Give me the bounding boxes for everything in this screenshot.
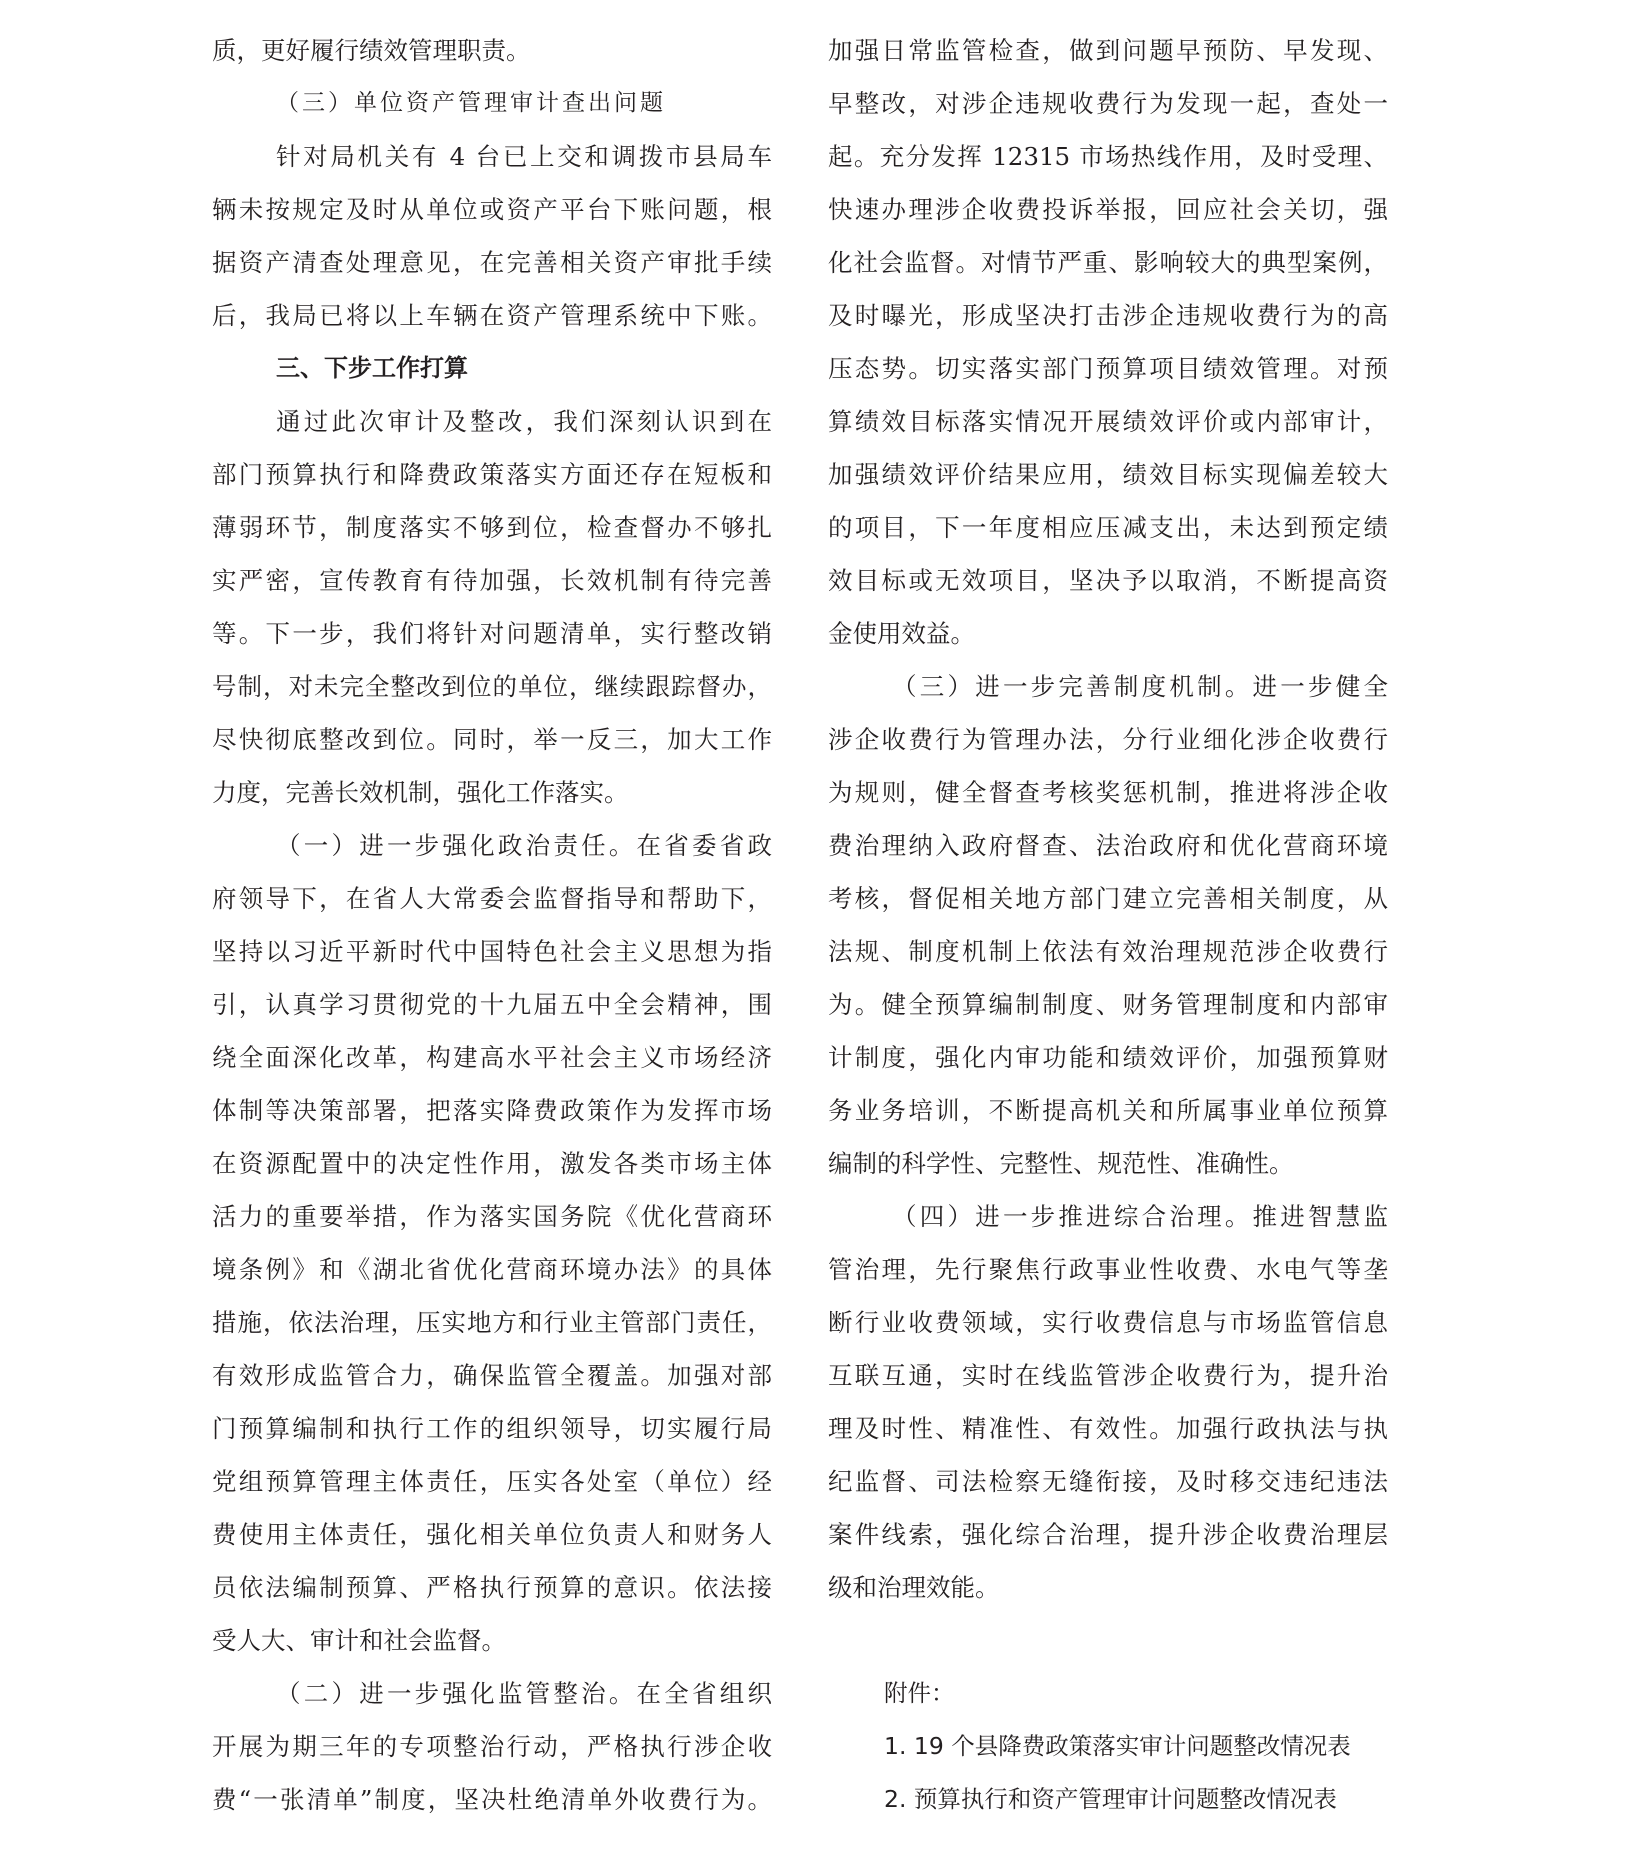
text-line: 在资源配置中的决定性作用，激发各类市场主体 [212, 1149, 772, 1178]
text-line: 互联互通，实时在线监管涉企收费行为，提升治 [828, 1361, 1388, 1390]
paragraph [828, 24, 1388, 660]
text-line: 断行业收费领域，实行收费信息与市场监管信息 [828, 1308, 1388, 1337]
text-line: 绕全面深化改革，构建高水平社会主义市场经济 [212, 1043, 772, 1072]
text-line: 有效形成监管合力，确保监管全覆盖。加强对部 [212, 1361, 772, 1390]
paragraph [212, 395, 772, 819]
text-line: 为规则，健全督查考核奖惩机制，推进将涉企收 [828, 778, 1388, 807]
text-line: 体制等决策部署，把落实降费政策作为发挥市场 [212, 1096, 772, 1125]
attachment-item: 1. 19 个县降费政策落实审计问题整改情况表 [884, 1732, 1351, 1760]
text-line: 后，我局已将以上车辆在资产管理系统中下账。 [212, 301, 772, 330]
text-line: 管治理，先行聚焦行政事业性收费、水电气等垄 [828, 1255, 1388, 1284]
text-line: 费“一张清单”制度，坚决杜绝清单外收费行为。 [212, 1785, 772, 1814]
text-line: 加强日常监管检查，做到问题早预防、早发现、 [828, 36, 1388, 65]
paragraph [212, 24, 772, 77]
text-line: 算绩效目标落实情况开展绩效评价或内部审计， [828, 407, 1388, 436]
attachments [828, 1667, 1388, 1826]
text-line: 措施，依法治理，压实地方和行业主管部门责任， [212, 1308, 772, 1337]
text-line: 及时曝光，形成坚决打击涉企违规收费行为的高 [828, 301, 1388, 330]
text-line: 理及时性、精准性、有效性。加强行政执法与执 [828, 1414, 1388, 1443]
text-line: 号制，对未完全整改到位的单位，继续跟踪督办， [212, 672, 772, 701]
text-line: 坚持以习近平新时代中国特色社会主义思想为指 [212, 937, 772, 966]
text-line: 涉企收费行为管理办法，分行业细化涉企收费行 [828, 725, 1388, 754]
text-line: 起。充分发挥 12315 市场热线作用，及时受理、 [828, 142, 1388, 171]
text-line: 早整改，对涉企违规收费行为发现一起，查处一 [828, 89, 1388, 118]
text-line: 务业务培训，不断提高机关和所属事业单位预算 [828, 1096, 1388, 1125]
paragraph [828, 660, 1388, 1190]
text-line: 的项目，下一年度相应压减支出，未达到预定绩 [828, 513, 1388, 542]
text-line: 等。下一步，我们将针对问题清单，实行整改销 [212, 619, 772, 648]
text-line: 考核，督促相关地方部门建立完善相关制度，从 [828, 884, 1388, 913]
text-line: 引，认真学习贯彻党的十九届五中全会精神，围 [212, 990, 772, 1019]
text-line: 据资产清查处理意见，在完善相关资产审批手续 [212, 248, 772, 277]
text-line: 开展为期三年的专项整治行动，严格执行涉企收 [212, 1732, 772, 1761]
paragraph [212, 819, 772, 1667]
right-column [828, 24, 1388, 1826]
text-line: 境条例》和《湖北省优化营商环境办法》的具体 [212, 1255, 772, 1284]
text-line: 薄弱环节，制度落实不够到位，检查督办不够扎 [212, 513, 772, 542]
text-line: 费使用主体责任，强化相关单位负责人和财务人 [212, 1520, 772, 1549]
text-line: 案件线索，强化综合治理，提升涉企收费治理层 [828, 1520, 1388, 1549]
section-heading: 三、下步工作打算 [276, 354, 468, 382]
text-line: 门预算编制和执行工作的组织领导，切实履行局 [212, 1414, 772, 1443]
left-column [212, 24, 772, 1826]
text-line: 级和治理效能。 [828, 1573, 1000, 1602]
text-line: 部门预算执行和降费政策落实方面还存在短板和 [212, 460, 772, 489]
text-line: 化社会监督。对情节严重、影响较大的典型案例， [828, 248, 1388, 277]
text-line: 府领导下，在省人大常委会监督指导和帮助下， [212, 884, 772, 913]
text-line: 法规、制度机制上依法有效治理规范涉企收费行 [828, 937, 1388, 966]
text-line: 尽快彻底整改到位。同时，举一反三，加大工作 [212, 725, 772, 754]
text-line: 效目标或无效项目，坚决予以取消，不断提高资 [828, 566, 1388, 595]
text-line: （四）进一步推进综合治理。推进智慧监 [892, 1202, 1388, 1231]
paragraph [828, 1190, 1388, 1614]
text-line: 员依法编制预算、严格执行预算的意识。依法接 [212, 1573, 772, 1602]
text-line: 受人大、审计和社会监督。 [212, 1626, 506, 1655]
text-line: 实严密，宣传教育有待加强，长效机制有待完善 [212, 566, 772, 595]
text-line: 加强绩效评价结果应用，绩效目标实现偏差较大 [828, 460, 1388, 489]
text-line: 计制度，强化内审功能和绩效评价，加强预算财 [828, 1043, 1388, 1072]
text-line: 快速办理涉企收费投诉举报，回应社会关切，强 [828, 195, 1388, 224]
text-line: 辆未按规定及时从单位或资产平台下账问题，根 [212, 195, 772, 224]
subsection-heading: （三）单位资产管理审计查出问题 [276, 90, 666, 116]
text-line: 纪监督、司法检察无缝衔接，及时移交违纪违法 [828, 1467, 1388, 1496]
text-line: 压态势。切实落实部门预算项目绩效管理。对预 [828, 354, 1388, 383]
text-line: 活力的重要举措，作为落实国务院《优化营商环 [212, 1202, 772, 1231]
text-line: 费治理纳入政府督查、法治政府和优化营商环境 [828, 831, 1388, 860]
text-line: 质，更好履行绩效管理职责。 [212, 36, 531, 65]
text-line: 通过此次审计及整改，我们深刻认识到在 [276, 407, 772, 436]
text-line: 编制的科学性、完整性、规范性、准确性。 [828, 1149, 1294, 1178]
text-line: 力度，完善长效机制，强化工作落实。 [212, 778, 629, 807]
paragraph [212, 1667, 772, 1826]
paragraph [212, 130, 772, 342]
text-line: （一）进一步强化政治责任。在省委省政 [276, 831, 772, 860]
attachments-label: 附件： [884, 1679, 955, 1707]
text-line: 党组预算管理主体责任，压实各处室（单位）经 [212, 1467, 772, 1496]
text-line: 金使用效益。 [828, 619, 975, 648]
attachment-item: 2. 预算执行和资产管理审计问题整改情况表 [884, 1785, 1337, 1813]
text-line: （二）进一步强化监管整治。在全省组织 [276, 1679, 772, 1708]
text-line: （三）进一步完善制度机制。进一步健全 [892, 672, 1388, 701]
text-line: 针对局机关有 4 台已上交和调拨市县局车 [276, 142, 772, 171]
text-line: 为。健全预算编制制度、财务管理制度和内部审 [828, 990, 1388, 1019]
blank-line [828, 1614, 1388, 1667]
